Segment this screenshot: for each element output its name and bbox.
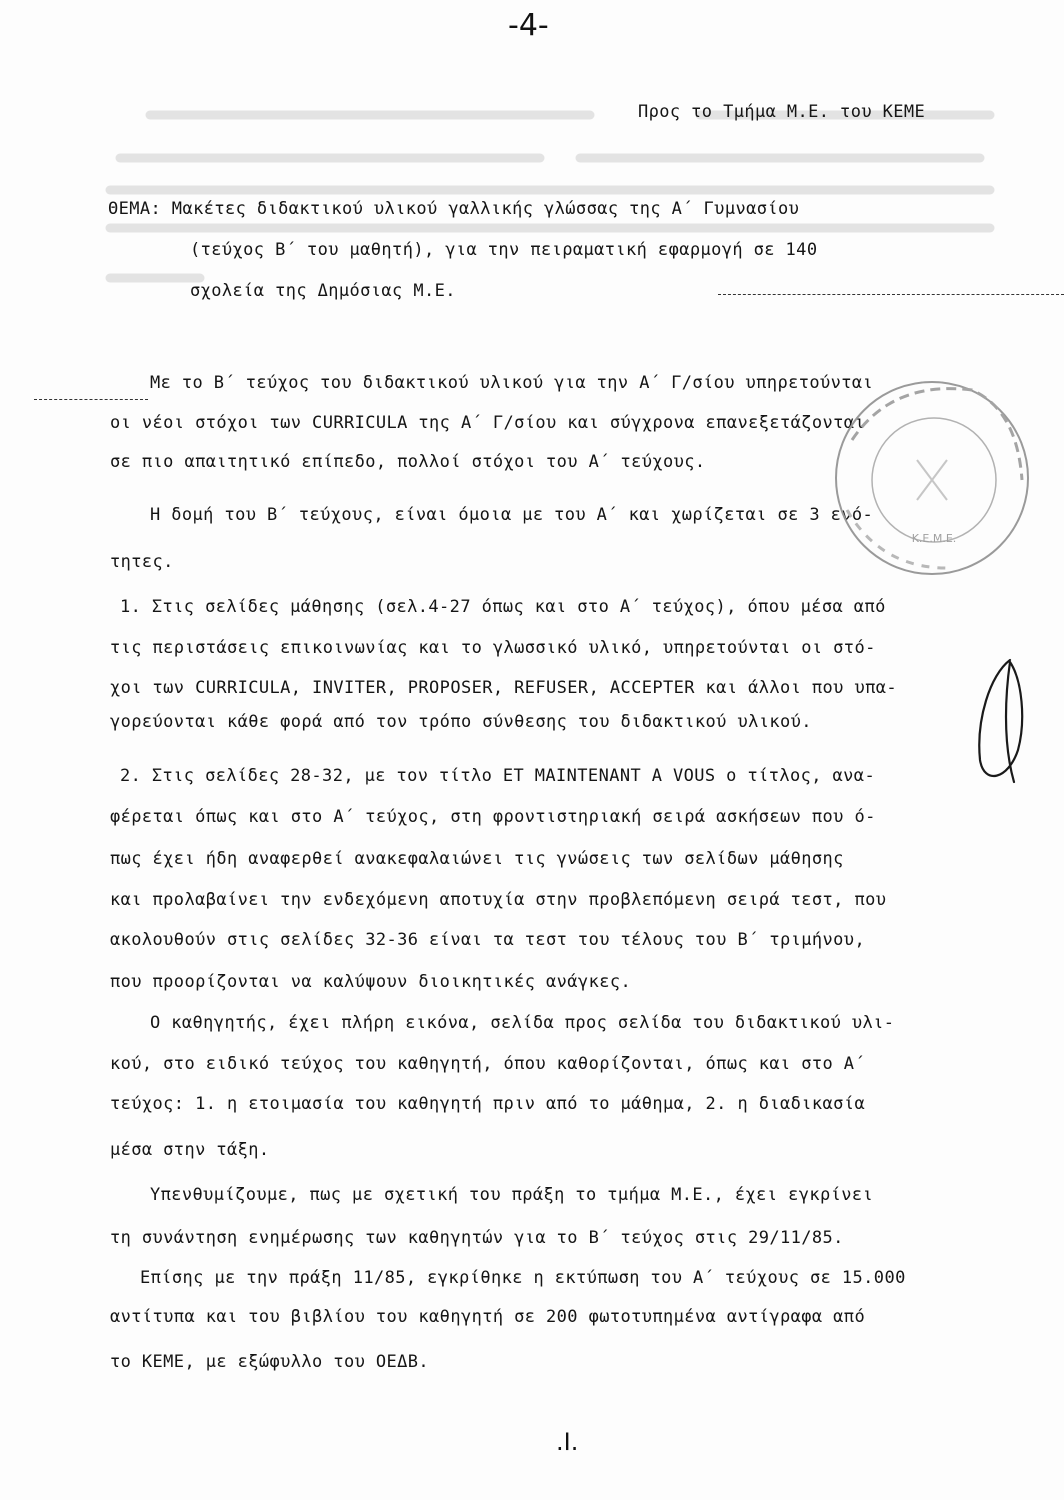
body-line: τη συνάντηση ενημέρωσης των καθηγητών για το Β΄ τεύχος στις 29/11/85.	[110, 1228, 844, 1248]
body-line: μέσα στην τάξη.	[110, 1140, 270, 1160]
body-line: τις περιστάσεις επικοινωνίας και το γλωσσικό υλικό, υπηρετούνται οι στό-	[110, 638, 876, 658]
body-line: Με το Β΄ τεύχος του διδακτικού υλικού για την Α΄ Γ/σίου υπηρετούνται	[150, 373, 874, 393]
body-line: πως έχει ήδη αναφερθεί ανακεφαλαιώνει τις γνώσεις των σελίδων μάθησης	[110, 849, 844, 869]
body-line: σε πιο απαιτητικό επίπεδο, πολλοί στόχοι του Α΄ τεύχους.	[110, 452, 706, 472]
body-line: Υπενθυμίζουμε, πως με σχετική του πράξη το τμήμα Μ.Ε., έχει εγκρίνει	[150, 1185, 874, 1205]
body-line: Ο καθηγητής, έχει πλήρη εικόνα, σελίδα προς σελίδα του διδακτικού υλι-	[150, 1013, 895, 1033]
body-line: οι νέοι στόχοι των CURRICULA της Α΄ Γ/σίου και σύγχρονα επανεξετάζονται	[110, 413, 866, 433]
official-stamp-icon	[822, 370, 1032, 590]
subject-line: ΘΕΜΑ: Μακέτες διδακτικού υλικού γαλλικής γλώσσας της Α΄ Γυμνασίου	[108, 199, 800, 219]
subject-line: σχολεία της Δημόσιας Μ.Ε.	[190, 281, 456, 301]
body-line: το ΚΕΜΕ, με εξώφυλλο του ΟΕΔΒ.	[110, 1352, 430, 1372]
body-line: που προορίζονται να καλύψουν διοικητικές ανάγκες.	[110, 972, 632, 992]
body-line: χοι των CURRICULA, INVITER, PROPOSER, REFUSER, ACCEPTER και άλλοι που υπα-	[110, 678, 897, 698]
body-line: ακολουθούν στις σελίδες 32-36 είναι τα τεστ του τέλους του Β΄ τριμήνου,	[110, 930, 866, 950]
page-number: -4-	[508, 8, 549, 43]
body-line: τεύχος: 1. η ετοιμασία του καθηγητή πριν από το μάθημα, 2. η διαδικασία	[110, 1094, 866, 1114]
body-line: 1. Στις σελίδες μάθησης (σελ.4-27 όπως και στο Α΄ τεύχος), όπου μέσα από	[120, 597, 886, 617]
handwritten-signature-icon	[970, 650, 1030, 790]
body-line: Επίσης με την πράξη 11/85, εγκρίθηκε η εκτύπωση του Α΄ τεύχους σε 15.000	[140, 1268, 906, 1288]
body-line: κού, στο ειδικό τεύχος του καθηγητή, όπου καθορίζονται, όπως και στο Α΄	[110, 1054, 866, 1074]
body-line: τητες.	[110, 552, 174, 572]
recipient-line: Προς το Τμήμα Μ.Ε. του ΚΕΜΕ	[638, 102, 926, 122]
body-line: και προλαβαίνει την ενδεχόμενη αποτυχία στην προβλεπόμενη σειρά τεστ, που	[110, 890, 887, 910]
body-line: φέρεται όπως και στο Α΄ τεύχος, στη φροντιστηριακή σειρά ασκήσεων που ό-	[110, 807, 876, 827]
body-line: 2. Στις σελίδες 28-32, με τον τίτλο ET MAINTENANT A VOUS ο τίτλος, ανα-	[120, 766, 876, 786]
subject-line: (τεύχος Β΄ του μαθητή), για την πειραματική εφαρμογή σε 140	[190, 240, 818, 260]
body-line: αντίτυπα και του βιβλίου του καθηγητή σε 200 φωτοτυπημένα αντίγραφα από	[110, 1307, 866, 1327]
continuation-mark: .Ι.	[556, 1428, 579, 1456]
body-line: Η δομή του Β΄ τεύχους, είναι όμοια με του Α΄ και χωρίζεται σε 3 ενό-	[150, 505, 874, 525]
svg-text:Κ.Ε.Μ.Ε.: Κ.Ε.Μ.Ε.	[911, 532, 957, 545]
separator-line	[34, 399, 148, 400]
body-line: γορεύονται κάθε φορά από τον τρόπο σύνθεσης του διδακτικού υλικού.	[110, 712, 812, 732]
separator-line	[718, 294, 1064, 295]
